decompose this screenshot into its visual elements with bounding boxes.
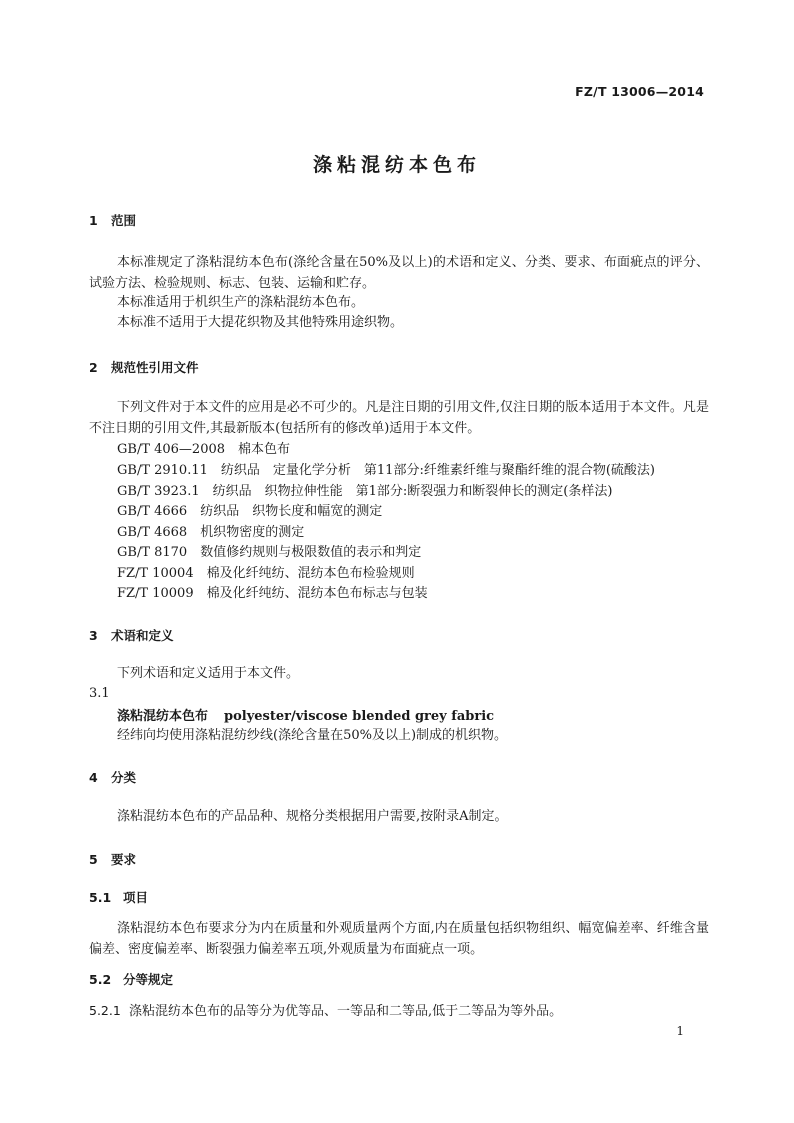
reference-title: 棉本色布 — [238, 442, 291, 457]
classification-paragraph: 涤粘混纺本色布的产品品种、规格分类根据用户需要,按附录A制定。 — [117, 809, 508, 824]
reference-code: GB/T 2910.11 — [117, 463, 208, 478]
section-5-heading — [89, 850, 136, 868]
reference-code: GB/T 4666 — [117, 504, 188, 519]
subsection-number: 5.1 — [89, 890, 112, 905]
scope-paragraph-3: 本标准不适用于大提花织物及其他特殊用途织物。 — [117, 315, 404, 330]
section-title: 规范性引用文件 — [111, 360, 199, 375]
reference-code: GB/T 8170 — [117, 545, 188, 560]
reference-title: 纺织品 定量化学分析 第11部分:纤维素纤维与聚酯纤维的混合物(硫酸法) — [220, 463, 655, 478]
section-title: 术语和定义 — [111, 628, 174, 643]
reference-item — [117, 521, 304, 540]
subsection-number: 3.1 — [89, 686, 110, 701]
section-3-heading — [89, 626, 174, 644]
page-number: 1 — [676, 1024, 684, 1038]
reference-title: 数值修约规则与极限数值的表示和判定 — [200, 545, 422, 560]
clause-5-2-1 — [89, 1000, 562, 1019]
term-english: polyester/viscose blended grey fabric — [224, 709, 495, 724]
items-paragraph: 涤粘混纺本色布要求分为内在质量和外观质量两个方面,内在质量包括织物组织、幅宽偏差率、纤维含量偏差、密度偏差率、断裂强力偏差率五项,外观质量为布面疵点一项。 — [89, 921, 709, 957]
terms-intro: 下列术语和定义适用于本文件。 — [117, 666, 300, 681]
clause-text: 涤粘混纺本色布的品等分为优等品、一等品和二等品,低于二等品为等外品。 — [129, 1004, 563, 1019]
reference-title: 纺织品 织物拉伸性能 第1部分:断裂强力和断裂伸长的测定(条样法) — [212, 484, 613, 499]
reference-code: GB/T 3923.1 — [117, 484, 200, 499]
reference-item — [117, 500, 382, 519]
subsection-title: 项目 — [123, 890, 149, 905]
reference-title: 机织物密度的测定 — [200, 525, 305, 540]
scope-paragraph-2: 本标准适用于机织生产的涤粘混纺本色布。 — [117, 295, 365, 310]
scope-paragraph-1: 本标准规定了涤粘混纺本色布(涤纶含量在50%及以上)的术语和定义、分类、要求、布面疵点的评分、试验方法、检验规则、标志、包装、运输和贮存。 — [89, 255, 709, 291]
subsection-5-1-heading — [89, 888, 148, 906]
section-1-heading — [89, 211, 136, 229]
reference-item — [117, 459, 655, 478]
section-2-heading — [89, 358, 199, 376]
section-title: 范围 — [111, 213, 137, 228]
section-4-heading — [89, 768, 136, 786]
reference-title: 纺织品 织物长度和幅宽的测定 — [200, 504, 383, 519]
reference-code: FZ/T 10004 — [117, 566, 194, 581]
term-entry — [117, 705, 494, 724]
reference-code: GB/T 406—2008 — [117, 442, 226, 457]
section-number: 3 — [89, 628, 98, 643]
section-title: 分类 — [111, 770, 137, 785]
section-title: 要求 — [111, 852, 137, 867]
reference-item — [117, 438, 290, 457]
normative-intro-paragraph: 下列文件对于本文件的应用是必不可少的。凡是注日期的引用文件,仅注日期的版本适用于本文件。凡是不注日期的引用文件,其最新版本(包括所有的修改单)适用于本文件。 — [89, 400, 709, 436]
section-number: 4 — [89, 770, 98, 785]
reference-item — [117, 562, 415, 581]
subsection-5-2-heading — [89, 970, 173, 988]
subsection-title: 分等规定 — [123, 972, 174, 987]
page-title: 涤粘混纺本色布 — [312, 154, 481, 176]
standard-number: FZ/T 13006—2014 — [575, 84, 704, 99]
reference-title: 棉及化纤纯纺、混纺本色布检验规则 — [206, 566, 415, 581]
reference-item — [117, 582, 428, 601]
term-chinese: 涤粘混纺本色布 — [117, 709, 209, 724]
term-definition: 经纬向均使用涤粘混纺纱线(涤纶含量在50%及以上)制成的机织物。 — [117, 728, 508, 743]
section-number: 2 — [89, 360, 98, 375]
reference-code: FZ/T 10009 — [117, 586, 194, 601]
reference-item — [117, 541, 421, 560]
clause-number: 5.2.1 — [89, 1003, 121, 1018]
section-number: 1 — [89, 213, 98, 228]
reference-title: 棉及化纤纯纺、混纺本色布标志与包装 — [206, 586, 428, 601]
section-number: 5 — [89, 852, 98, 867]
reference-code: GB/T 4668 — [117, 525, 188, 540]
subsection-number: 5.2 — [89, 972, 112, 987]
reference-item — [117, 480, 612, 499]
